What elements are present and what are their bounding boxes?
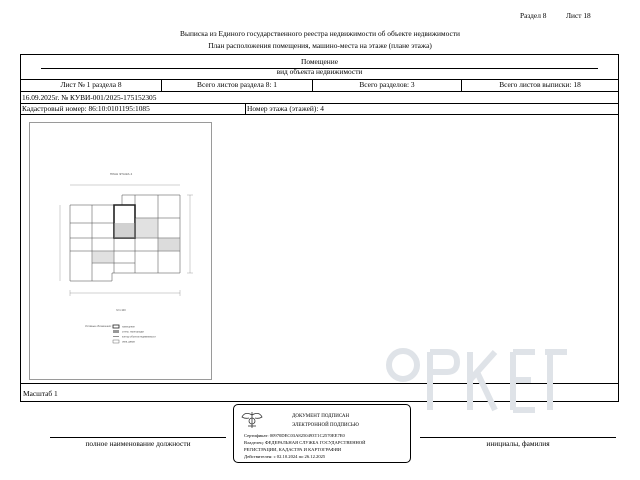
- signature-validity: Действителен: с 02.10.2024 по 26.12.2025: [244, 454, 326, 459]
- object-kind: Помещение: [300, 57, 338, 66]
- position-line: [50, 437, 226, 438]
- total-sheets-extract-text: Всего листов выписки: 18: [499, 80, 581, 90]
- sheet-number: Лист 18: [566, 11, 591, 20]
- signature-owner-2: РЕГИСТРАЦИИ, КАДАСТРА И КАРТОГРАФИИ: [244, 447, 342, 452]
- legend: [113, 325, 156, 344]
- document-subtitle: План расположения помещения, машино-места на этаже (плане этажа): [208, 41, 432, 50]
- sheet-of-section: [21, 79, 162, 91]
- legend-item-openings: окна, двери: [122, 340, 135, 344]
- watermark-icon: [385, 330, 575, 425]
- plan-title: ПЛАН ЭТАЖА 4: [109, 172, 133, 176]
- signature-line-1: ДОКУМЕНТ ПОДПИСАН: [292, 414, 350, 419]
- legend-item-walls: стены, перегородки: [122, 330, 144, 334]
- plan-scale-note: М 1:100: [116, 309, 126, 312]
- row-divider: [21, 114, 618, 115]
- sheet-info-row: [21, 79, 618, 91]
- position-caption: полное наименование должности: [85, 439, 191, 448]
- floor-plan-image: [29, 122, 212, 380]
- total-sheets-section-text: Всего листов раздела 8: 1: [197, 80, 277, 90]
- cell-divider: [245, 103, 246, 114]
- total-sections-text: Всего разделов: 3: [359, 80, 415, 90]
- total-sections: [313, 79, 462, 91]
- electronic-signature-stamp: [233, 404, 411, 463]
- signature-line-2: ЭЛЕКТРОННОЙ ПОДПИСЬЮ: [292, 423, 359, 428]
- emblem-icon: [240, 409, 264, 431]
- wall-hatching: [92, 218, 180, 263]
- signature-owner-1: Владелец: ФЕДЕРАЛЬНАЯ СЛУЖБА ГОСУДАРСТВЕННОЙ: [244, 440, 366, 445]
- floor-plan-drawing: [30, 123, 213, 381]
- record-date-number: 16.09.2025г. № КУВИ-001/2025-175152305: [22, 93, 157, 102]
- sheet-of-section-text: Лист № 1 раздела 8: [60, 80, 122, 90]
- name-caption: инициалы, фамилия: [486, 439, 550, 448]
- object-kind-caption: вид объекта недвижимости: [276, 67, 363, 76]
- legend-item-room: помещение: [122, 325, 135, 329]
- legend-swatch-openings: [113, 340, 119, 343]
- signature-certificate: Сертификат: 00970DEC03A8250493T1C2570EE7E0: [244, 433, 345, 438]
- document-title: Выписка из Единого государственного реестра недвижимости об объекте недвижимости: [180, 29, 460, 38]
- legend-title: Условные обозначения:: [85, 325, 112, 328]
- row-divider: [21, 91, 618, 92]
- total-sheets-extract: [462, 79, 618, 91]
- total-sheets-section: [162, 79, 313, 91]
- legend-item-contour: контур объекта недвижимости: [122, 335, 156, 339]
- cadastral-number: Кадастровый номер: 86:10:0101195:1085: [22, 104, 150, 113]
- section-number: Раздел 8: [520, 11, 547, 20]
- name-line: [420, 437, 616, 438]
- floor-number: Номер этажа (этажей): 4: [247, 104, 324, 113]
- scale-label: Масштаб 1: [23, 389, 58, 398]
- legend-swatch-room: [113, 325, 119, 328]
- legend-swatch-walls: [113, 330, 119, 333]
